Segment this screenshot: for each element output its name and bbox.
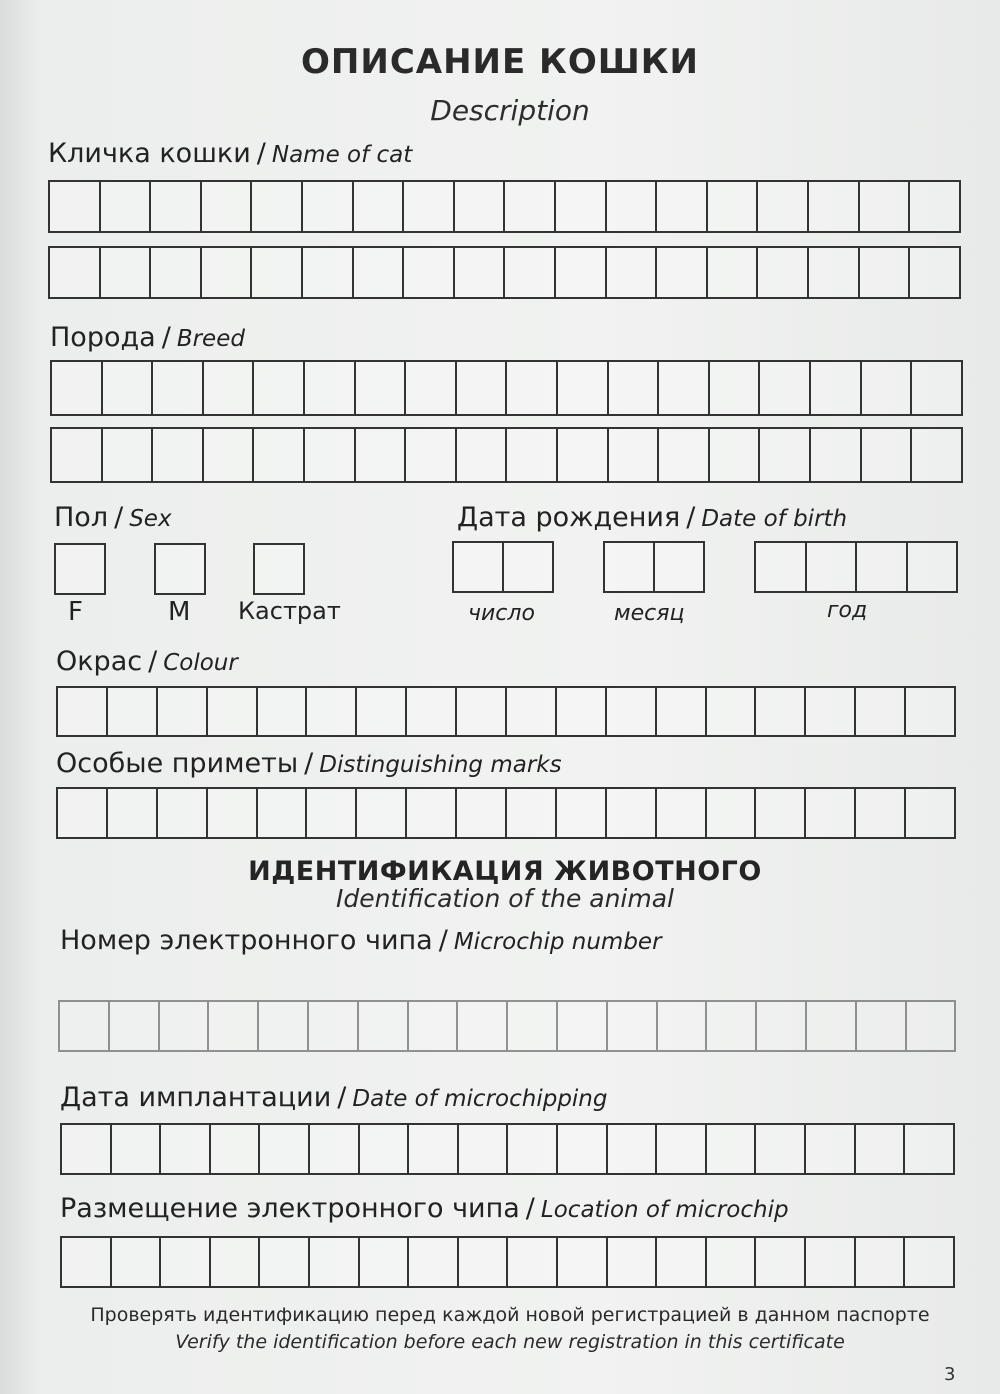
letter-box[interactable] — [153, 360, 204, 416]
letter-box[interactable] — [507, 427, 558, 483]
identification-subtitle: Identification of the animal — [335, 884, 674, 913]
letter-box[interactable] — [609, 360, 660, 416]
letter-box[interactable] — [558, 427, 609, 483]
letter-box[interactable] — [360, 1236, 410, 1288]
letter-box[interactable] — [305, 360, 356, 416]
letter-box[interactable] — [158, 787, 208, 839]
breed-label-ru: Порода — [50, 322, 156, 353]
letter-box[interactable] — [806, 1123, 856, 1175]
letter-box[interactable] — [307, 686, 357, 737]
letter-box[interactable] — [607, 180, 658, 233]
colour-input[interactable] — [56, 686, 956, 737]
letter-box[interactable] — [908, 541, 959, 593]
letter-box[interactable] — [658, 1000, 708, 1052]
letter-box[interactable] — [758, 180, 809, 233]
birth-month-input[interactable] — [603, 541, 705, 593]
letter-box[interactable] — [62, 1123, 112, 1175]
letter-box[interactable] — [608, 1000, 658, 1052]
letter-box[interactable] — [455, 180, 506, 233]
letter-box[interactable] — [103, 360, 154, 416]
letter-box[interactable] — [356, 427, 407, 483]
letter-box[interactable] — [756, 787, 806, 839]
slash: / — [114, 502, 124, 533]
letter-box[interactable] — [260, 1236, 310, 1288]
letter-box[interactable] — [258, 787, 308, 839]
letter-box[interactable] — [707, 686, 757, 737]
colour-label — [56, 646, 238, 677]
letter-box[interactable] — [558, 1000, 608, 1052]
breed-label-en: Breed — [176, 326, 245, 352]
letter-box[interactable] — [857, 1000, 907, 1052]
letter-box[interactable] — [806, 787, 856, 839]
name-label-ru: Кличка кошки — [48, 138, 251, 169]
letter-box[interactable] — [508, 1236, 558, 1288]
letter-box[interactable] — [505, 180, 556, 233]
letter-box[interactable] — [112, 1123, 162, 1175]
footer-note-en: Verify the identification before each new registration in this certificate — [175, 1331, 845, 1353]
chip-location-label-ru: Размещение электронного чипа — [60, 1193, 520, 1224]
letter-box[interactable] — [756, 686, 806, 737]
letter-box[interactable] — [202, 246, 253, 299]
letter-box[interactable] — [50, 180, 101, 233]
letter-box[interactable] — [103, 427, 154, 483]
slash: / — [525, 1193, 535, 1224]
letter-box[interactable] — [760, 427, 811, 483]
letter-box[interactable] — [508, 1123, 558, 1175]
letter-box[interactable] — [457, 787, 507, 839]
colour-label-en: Colour — [163, 650, 238, 676]
microchip-input[interactable] — [58, 1000, 956, 1052]
sex-female-checkbox[interactable] — [54, 543, 106, 595]
letter-box[interactable] — [52, 427, 103, 483]
letter-box[interactable] — [809, 180, 860, 233]
letter-box[interactable] — [303, 246, 354, 299]
letter-box[interactable] — [60, 1000, 110, 1052]
name-input-row-2[interactable] — [48, 246, 961, 299]
letter-box[interactable] — [211, 1123, 261, 1175]
letter-box[interactable] — [507, 360, 558, 416]
letter-box[interactable] — [409, 1000, 459, 1052]
letter-box[interactable] — [655, 541, 705, 593]
letter-box[interactable] — [608, 1236, 658, 1288]
letter-box[interactable] — [657, 686, 707, 737]
letter-box[interactable] — [161, 1123, 211, 1175]
letter-box[interactable] — [252, 246, 303, 299]
letter-box[interactable] — [307, 787, 357, 839]
letter-box[interactable] — [204, 360, 255, 416]
letter-box[interactable] — [151, 246, 202, 299]
letter-box[interactable] — [708, 246, 759, 299]
letter-box[interactable] — [907, 1000, 957, 1052]
letter-box[interactable] — [404, 246, 455, 299]
letter-box[interactable] — [756, 541, 807, 593]
letter-box[interactable] — [806, 1236, 856, 1288]
letter-box[interactable] — [202, 180, 253, 233]
letter-box[interactable] — [209, 1000, 259, 1052]
letter-box[interactable] — [860, 246, 911, 299]
page-number: 3 — [944, 1364, 956, 1385]
breed-input-row-2[interactable] — [50, 427, 963, 483]
letter-box[interactable] — [161, 1236, 211, 1288]
letter-box[interactable] — [657, 787, 707, 839]
letter-box[interactable] — [556, 180, 607, 233]
letter-box[interactable] — [101, 246, 152, 299]
letter-box[interactable] — [507, 686, 557, 737]
letter-box[interactable] — [309, 1000, 359, 1052]
letter-box[interactable] — [208, 686, 258, 737]
letter-box[interactable] — [354, 246, 405, 299]
letter-box[interactable] — [607, 246, 658, 299]
microchip-label-ru: Номер электронного чипа — [60, 925, 433, 956]
letter-box[interactable] — [458, 1000, 508, 1052]
letter-box[interactable] — [254, 360, 305, 416]
letter-box[interactable] — [910, 246, 961, 299]
letter-box[interactable] — [354, 180, 405, 233]
chip-location-input[interactable] — [60, 1236, 955, 1288]
letter-box[interactable] — [905, 1236, 955, 1288]
letter-box[interactable] — [508, 1000, 558, 1052]
letter-box[interactable] — [856, 1123, 906, 1175]
letter-box[interactable] — [108, 686, 158, 737]
birth-label-ru: Дата рождения — [457, 502, 681, 533]
birth-year-label: год — [827, 598, 868, 623]
sex-label — [54, 502, 172, 533]
letter-box[interactable] — [409, 1236, 459, 1288]
letter-box[interactable] — [356, 360, 407, 416]
letter-box[interactable] — [310, 1123, 360, 1175]
implant-date-input[interactable] — [60, 1123, 955, 1175]
sex-option-neutered: Кастрат — [238, 597, 341, 625]
letter-box[interactable] — [58, 787, 108, 839]
name-label — [48, 138, 412, 169]
letter-box[interactable] — [856, 1236, 906, 1288]
letter-box[interactable] — [558, 1123, 608, 1175]
letter-box[interactable] — [259, 1000, 309, 1052]
letter-box[interactable] — [910, 180, 961, 233]
letter-box[interactable] — [505, 246, 556, 299]
letter-box[interactable] — [657, 1123, 707, 1175]
letter-box[interactable] — [811, 360, 862, 416]
slash: / — [256, 138, 266, 169]
letter-box[interactable] — [108, 787, 158, 839]
letter-box[interactable] — [557, 686, 607, 737]
letter-box[interactable] — [609, 427, 660, 483]
letter-box[interactable] — [659, 360, 710, 416]
letter-box[interactable] — [707, 787, 757, 839]
letter-box[interactable] — [62, 1236, 112, 1288]
letter-box[interactable] — [406, 427, 457, 483]
letter-box[interactable] — [708, 180, 759, 233]
letter-box[interactable] — [101, 180, 152, 233]
letter-box[interactable] — [860, 180, 911, 233]
letter-box[interactable] — [303, 180, 354, 233]
letter-box[interactable] — [310, 1236, 360, 1288]
letter-box[interactable] — [360, 1123, 410, 1175]
letter-box[interactable] — [707, 1123, 757, 1175]
birth-month-label: месяц — [614, 601, 685, 626]
birth-label-en: Date of birth — [701, 506, 848, 532]
letter-box[interactable] — [756, 1236, 806, 1288]
birth-day-label: число — [468, 601, 535, 626]
name-label-en: Name of cat — [271, 142, 413, 168]
microchip-label — [60, 925, 662, 956]
sex-neutered-checkbox[interactable] — [253, 543, 305, 595]
letter-box[interactable] — [758, 246, 809, 299]
letter-box[interactable] — [707, 1236, 757, 1288]
letter-box[interactable] — [507, 787, 557, 839]
marks-label-ru: Особые приметы — [56, 748, 299, 779]
letter-box[interactable] — [807, 541, 858, 593]
letter-box[interactable] — [204, 427, 255, 483]
letter-box[interactable] — [657, 1236, 707, 1288]
letter-box[interactable] — [605, 541, 655, 593]
letter-box[interactable] — [857, 541, 908, 593]
sex-label-en: Sex — [129, 506, 172, 532]
sex-option-m: M — [168, 597, 191, 627]
letter-box[interactable] — [305, 427, 356, 483]
chip-location-label — [60, 1193, 789, 1224]
implant-date-label — [60, 1082, 608, 1113]
letter-box[interactable] — [760, 360, 811, 416]
letter-box[interactable] — [457, 427, 508, 483]
letter-box[interactable] — [409, 1123, 459, 1175]
microchip-label-en: Microchip number — [453, 929, 662, 955]
letter-box[interactable] — [905, 1123, 955, 1175]
letter-box[interactable] — [856, 686, 906, 737]
letter-box[interactable] — [906, 787, 956, 839]
sex-option-f: F — [68, 597, 83, 627]
colour-label-ru: Окрас — [56, 646, 143, 677]
letter-box[interactable] — [607, 787, 657, 839]
letter-box[interactable] — [459, 1236, 509, 1288]
letter-box[interactable] — [558, 360, 609, 416]
letter-box[interactable] — [757, 1000, 807, 1052]
letter-box[interactable] — [457, 686, 507, 737]
letter-box[interactable] — [160, 1000, 210, 1052]
letter-box[interactable] — [50, 246, 101, 299]
name-input-row-1[interactable] — [48, 180, 961, 233]
letter-box[interactable] — [710, 360, 761, 416]
chip-location-label-en: Location of microchip — [540, 1197, 789, 1223]
letter-box[interactable] — [912, 427, 963, 483]
birth-day-input[interactable] — [452, 541, 554, 593]
letter-box[interactable] — [756, 1123, 806, 1175]
slash: / — [304, 748, 314, 779]
marks-label — [56, 748, 562, 779]
letter-box[interactable] — [556, 246, 607, 299]
implant-date-label-ru: Дата имплантации — [60, 1082, 332, 1113]
slash: / — [148, 646, 158, 677]
marks-label-en: Distinguishing marks — [319, 752, 562, 778]
letter-box[interactable] — [110, 1000, 160, 1052]
slash: / — [161, 322, 171, 353]
page-title: ОПИСАНИЕ КОШКИ — [301, 42, 699, 82]
letter-box[interactable] — [807, 1000, 857, 1052]
letter-box[interactable] — [806, 686, 856, 737]
letter-box[interactable] — [657, 246, 708, 299]
letter-box[interactable] — [710, 427, 761, 483]
letter-box[interactable] — [407, 686, 457, 737]
sex-male-checkbox[interactable] — [154, 543, 206, 595]
letter-box[interactable] — [558, 1236, 608, 1288]
letter-box[interactable] — [459, 1123, 509, 1175]
footer-note-ru: Проверять идентификацию перед каждой новой регистрацией в данном паспорте — [90, 1304, 930, 1326]
letter-box[interactable] — [407, 787, 457, 839]
birth-label — [457, 502, 847, 533]
letter-box[interactable] — [258, 686, 308, 737]
letter-box[interactable] — [455, 246, 506, 299]
letter-box[interactable] — [607, 686, 657, 737]
implant-date-label-en: Date of microchipping — [352, 1086, 608, 1112]
letter-box[interactable] — [504, 541, 554, 593]
birth-year-input[interactable] — [754, 541, 958, 593]
letter-box[interactable] — [856, 787, 906, 839]
slash: / — [337, 1082, 347, 1113]
breed-input-row-1[interactable] — [50, 360, 963, 416]
letter-box[interactable] — [707, 1000, 757, 1052]
slash: / — [438, 925, 448, 956]
letter-box[interactable] — [862, 427, 913, 483]
letter-box[interactable] — [359, 1000, 409, 1052]
letter-box[interactable] — [404, 180, 455, 233]
letter-box[interactable] — [457, 360, 508, 416]
letter-box[interactable] — [912, 360, 963, 416]
slash: / — [686, 502, 696, 533]
letter-box[interactable] — [153, 427, 204, 483]
letter-box[interactable] — [254, 427, 305, 483]
letter-box[interactable] — [657, 180, 708, 233]
letter-box[interactable] — [260, 1123, 310, 1175]
marks-input[interactable] — [56, 787, 956, 839]
letter-box[interactable] — [252, 180, 303, 233]
letter-box[interactable] — [58, 686, 108, 737]
letter-box[interactable] — [357, 787, 407, 839]
letter-box[interactable] — [608, 1123, 658, 1175]
letter-box[interactable] — [208, 787, 258, 839]
letter-box[interactable] — [811, 427, 862, 483]
letter-box[interactable] — [557, 787, 607, 839]
sex-label-ru: Пол — [54, 502, 109, 533]
letter-box[interactable] — [406, 360, 457, 416]
letter-box[interactable] — [659, 427, 710, 483]
letter-box[interactable] — [52, 360, 103, 416]
breed-label — [50, 322, 245, 353]
letter-box[interactable] — [151, 180, 202, 233]
letter-box[interactable] — [906, 686, 956, 737]
page-subtitle: Description — [430, 94, 590, 127]
letter-box[interactable] — [809, 246, 860, 299]
letter-box[interactable] — [454, 541, 504, 593]
letter-box[interactable] — [158, 686, 208, 737]
identification-title: ИДЕНТИФИКАЦИЯ ЖИВОТНОГО — [248, 856, 762, 887]
letter-box[interactable] — [862, 360, 913, 416]
letter-box[interactable] — [211, 1236, 261, 1288]
letter-box[interactable] — [357, 686, 407, 737]
letter-box[interactable] — [112, 1236, 162, 1288]
